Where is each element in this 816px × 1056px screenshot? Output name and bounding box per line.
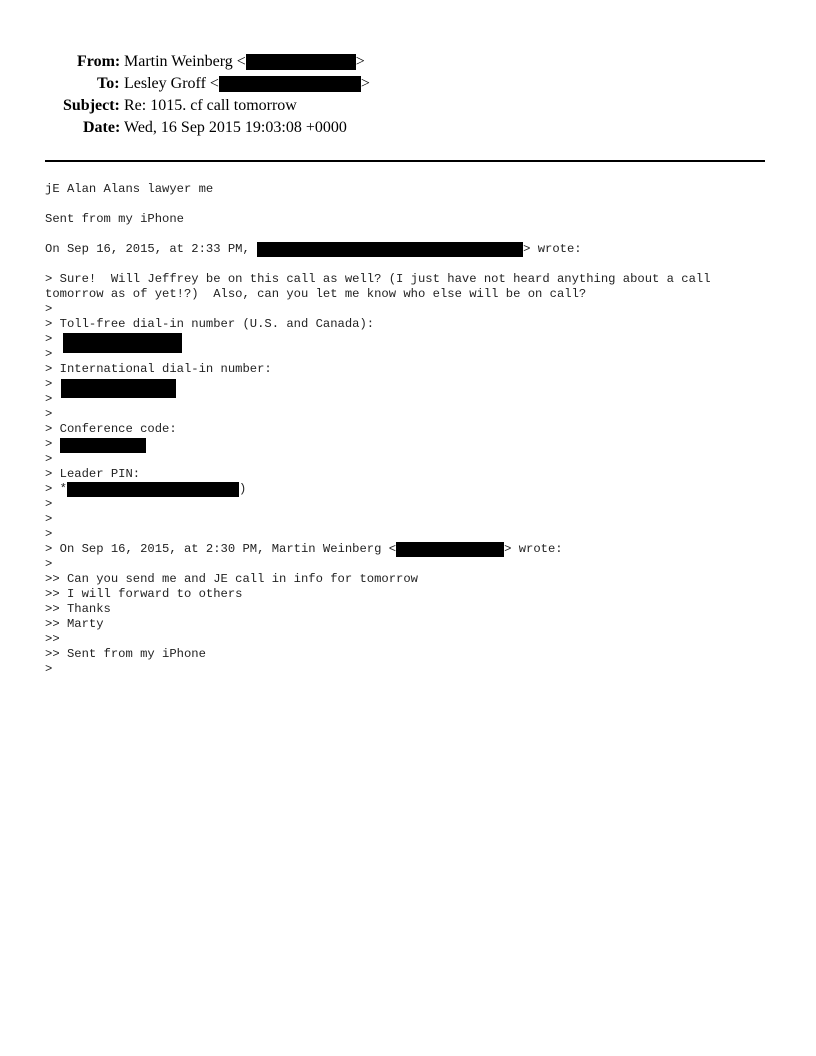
quoted-line: > bbox=[45, 557, 53, 571]
quoted-line: > bbox=[45, 332, 53, 346]
redaction-box bbox=[246, 54, 356, 70]
quoted-line: > bbox=[45, 392, 53, 406]
body-line: jE Alan Alans lawyer me bbox=[45, 182, 214, 196]
quoted-line: > Toll-free dial-in number (U.S. and Canada): bbox=[45, 317, 375, 331]
to-label: To: bbox=[97, 75, 120, 92]
header-divider bbox=[45, 160, 765, 162]
quoted-line: >> bbox=[45, 632, 60, 646]
redaction-box bbox=[396, 542, 504, 557]
quoted-line: >> Can you send me and JE call in info for tomorrow bbox=[45, 572, 418, 586]
redaction-box bbox=[219, 76, 361, 92]
quoted-line: > Conference code: bbox=[45, 422, 177, 436]
from-label: From: bbox=[77, 53, 121, 70]
quoted-line: > bbox=[45, 662, 53, 676]
redaction-box bbox=[257, 242, 523, 257]
redaction-box bbox=[61, 379, 176, 398]
redaction-box bbox=[67, 482, 239, 497]
redaction-box bbox=[63, 333, 182, 353]
quoted-line: >> I will forward to others bbox=[45, 587, 243, 601]
from-row bbox=[0, 52, 400, 72]
from-name: Martin Weinberg < bbox=[124, 53, 246, 70]
quoted-line: >> Thanks bbox=[45, 602, 111, 616]
quoted-line: > Sure! Will Jeffrey be on this call as well? (I just have not heard anything about a call bbox=[45, 272, 711, 286]
quoted-line: > On Sep 16, 2015, at 2:30 PM, Martin Weinberg < > wrote: bbox=[45, 542, 563, 556]
quoted-line: > bbox=[45, 437, 53, 451]
to-row bbox=[0, 74, 400, 94]
quoted-line: > bbox=[45, 452, 53, 466]
body-line: Sent from my iPhone bbox=[45, 212, 184, 226]
date-row bbox=[0, 118, 400, 138]
quoted-line: > bbox=[45, 512, 53, 526]
reply-intro: On Sep 16, 2015, at 2:33 PM, bbox=[45, 242, 258, 256]
date-label: Date: bbox=[83, 119, 121, 136]
body-line bbox=[45, 242, 582, 257]
quoted-line: > bbox=[45, 347, 53, 361]
date-value: Wed, 16 Sep 2015 19:03:08 +0000 bbox=[124, 119, 347, 136]
subject-row bbox=[0, 96, 400, 116]
quoted-line: > bbox=[45, 497, 53, 511]
quoted-line: > bbox=[45, 527, 53, 541]
subject-label: Subject: bbox=[63, 97, 120, 114]
reply-intro-end: > wrote: bbox=[523, 242, 582, 256]
subject-value: Re: 1015. cf call tomorrow bbox=[124, 97, 297, 114]
quoted-line: > bbox=[45, 407, 53, 421]
to-name: Lesley Groff < bbox=[124, 75, 219, 92]
quoted-line: > International dial-in number: bbox=[45, 362, 272, 376]
to-close: > bbox=[360, 75, 370, 92]
quoted-line: > bbox=[45, 302, 53, 316]
from-close: > bbox=[355, 53, 365, 70]
quoted-line: >> Marty bbox=[45, 617, 104, 631]
quoted-line: >> Sent from my iPhone bbox=[45, 647, 206, 661]
quoted-line: > Leader PIN: bbox=[45, 467, 141, 481]
quoted-line: > bbox=[45, 377, 53, 391]
redaction-box bbox=[60, 438, 146, 453]
quoted-line: tomorrow as of yet!?) Also, can you let me know who else will be on call? bbox=[45, 287, 587, 301]
quoted-line: > * ) bbox=[45, 482, 247, 496]
